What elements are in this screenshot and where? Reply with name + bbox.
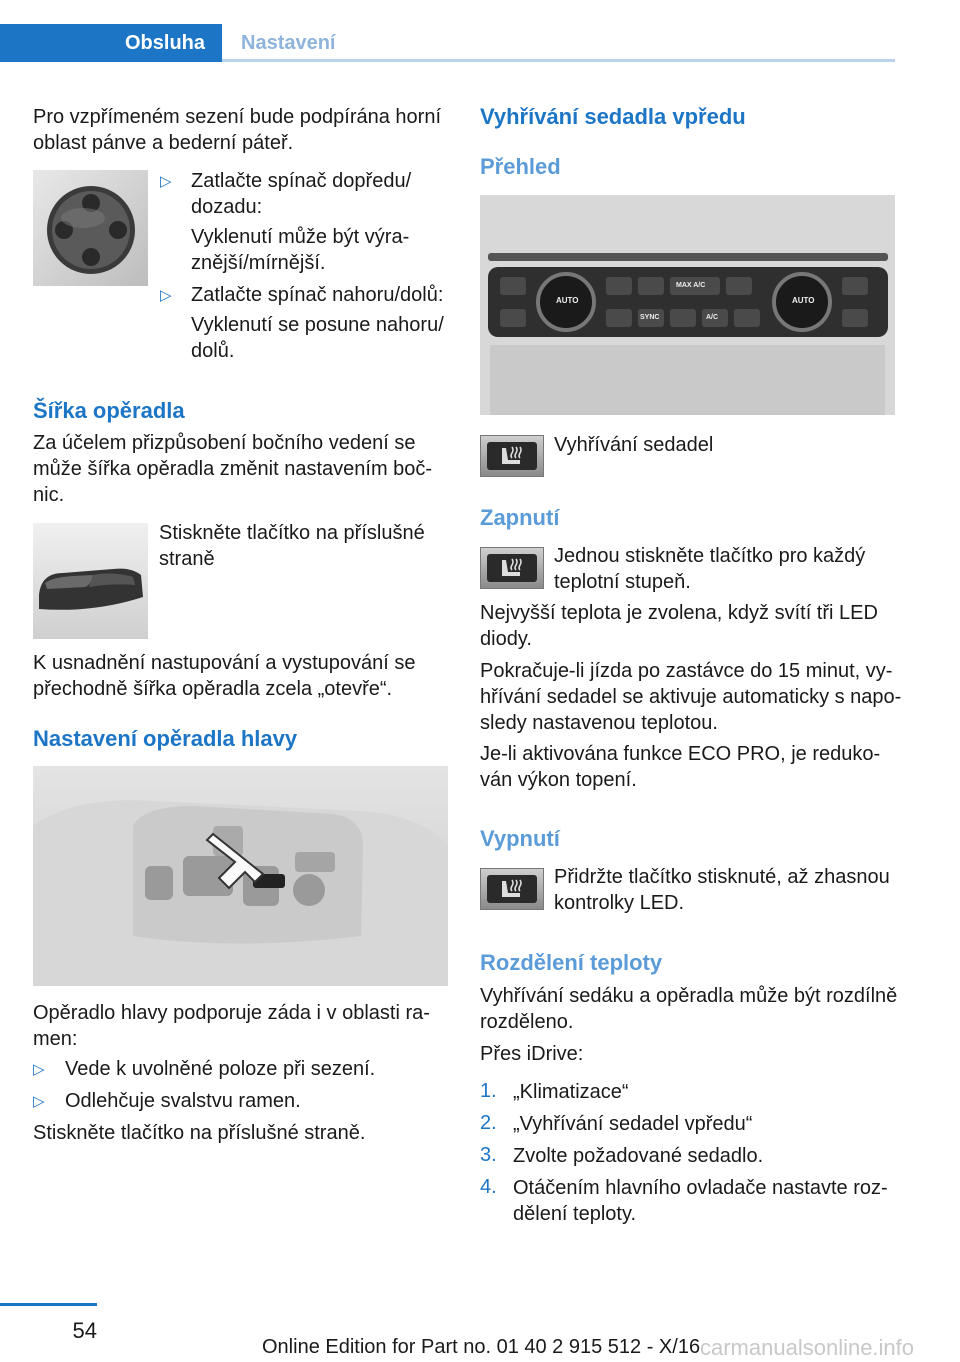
switch-item-1-sub-1: Vyklenutí může být výra- (191, 226, 410, 248)
seat-controls-icon (33, 766, 448, 986)
entry-text-1: K usnadnění nastupování a vystupování se (33, 652, 416, 674)
step-2-text: „Vyhřívání sedadel vpředu“ (513, 1113, 753, 1135)
seat-heating-icon (480, 435, 544, 477)
on-p1-2: diody. (480, 628, 532, 650)
head-text-2: men: (33, 1028, 78, 1050)
width-instr-2: straně (159, 548, 215, 570)
switch-item-2-sub-2: dolů. (191, 340, 235, 362)
split-text-1: Vyhřívání sedáku a opěradla může být rozdílně (480, 985, 898, 1007)
watermark: carmanualsonline.info (700, 1335, 915, 1360)
lumbar-switch-image (33, 170, 148, 286)
width-button-icon (33, 523, 148, 639)
on-heading: Zapnutí (480, 505, 560, 530)
head-text-1: Opěradlo hlavy podporuje záda i v oblasti ra- (33, 1002, 430, 1024)
width-text-1: Za účelem přizpůsobení bočního vedení se (33, 432, 416, 454)
climate-panel-image (480, 195, 895, 415)
on-instr-2: teplotní stupeň. (554, 571, 691, 593)
panel-sync: SYNC (640, 314, 660, 321)
triangle-right-icon: ▷ (33, 1061, 45, 1078)
switch-item-1-line-2: dozadu: (191, 196, 263, 218)
seat-heating-icon (480, 868, 544, 910)
header-tabs (0, 0, 895, 62)
triangle-right-icon: ▷ (160, 173, 172, 190)
climate-panel-icon (480, 195, 895, 415)
triangle-right-icon: ▷ (160, 287, 172, 304)
width-text-3: nic. (33, 484, 65, 506)
on-p3-1: Je-li aktivována funkce ECO PRO, je reduko- (480, 743, 881, 765)
entry-text-2: přechodně šířka opěradla zcela „otevře“. (33, 678, 393, 700)
tab-obsluha[interactable]: Obsluha (0, 24, 222, 62)
switch-item-2-sub-1: Vyklenutí se posune nahoru/ (191, 314, 444, 336)
lumbar-switch-icon (33, 170, 148, 286)
head-bullet-2: Odlehčuje svalstvu ramen. (65, 1090, 301, 1112)
intro-line-2: oblast pánve a bederní páteř. (33, 132, 294, 154)
on-p3-2: ván výkon topení. (480, 769, 637, 791)
off-instr-2: kontrolky LED. (554, 892, 685, 914)
step-1-text: „Klimatizace“ (513, 1081, 629, 1103)
switch-item-1-sub-2: znější/mírnější. (191, 252, 326, 274)
triangle-right-icon: ▷ (33, 1093, 45, 1110)
head-heading: Nastavení opěradla hlavy (33, 726, 298, 751)
step-number: 4. (480, 1176, 497, 1198)
seat-heating-icon (480, 547, 544, 589)
page-number: 54 (72, 1318, 97, 1343)
step-number: 1. (480, 1080, 497, 1102)
split-text-2: rozděleno. (480, 1011, 574, 1033)
width-heading: Šířka opěradla (33, 398, 185, 423)
panel-max-ac: MAX A/C (676, 282, 706, 289)
seat-controls-image (33, 766, 448, 986)
step-4-text-1: Otáčením hlavního ovladače nastavte roz- (513, 1177, 888, 1199)
width-text-2: může šířka opěradla změnit nastavením boč- (33, 458, 433, 480)
width-button-image (33, 523, 148, 639)
head-instr: Stiskněte tlačítko na příslušné straně. (33, 1122, 366, 1144)
width-instr-1: Stiskněte tlačítko na příslušné (159, 522, 425, 544)
heat-label: Vyhřívání sedadel (554, 434, 714, 456)
tab-divider (222, 59, 895, 62)
on-p2-1: Pokračuje-li jízda po zastávce do 15 minut, vy- (480, 660, 893, 682)
split-heading: Rozdělení teploty (480, 950, 663, 975)
idrive-text: Přes iDrive: (480, 1043, 584, 1065)
on-p2-3: sledy nastavenou teplotou. (480, 712, 718, 734)
step-number: 3. (480, 1144, 497, 1166)
step-number: 2. (480, 1112, 497, 1134)
step-3-text: Zvolte požadované sedadlo. (513, 1145, 764, 1167)
panel-auto-left: AUTO (556, 296, 579, 305)
off-instr-1: Přidržte tlačítko stisknuté, až zhasnou (554, 866, 890, 888)
panel-auto-right: AUTO (792, 296, 815, 305)
switch-item-1-line-1: Zatlačte spínač dopředu/ (191, 170, 412, 192)
off-heading: Vypnutí (480, 826, 560, 851)
tab-nastaveni[interactable]: Nastavení (241, 31, 336, 54)
overview-heading: Přehled (480, 154, 561, 179)
head-bullet-1: Vede k uvolněné poloze při sezení. (65, 1058, 376, 1080)
panel-ac: A/C (706, 314, 719, 321)
on-p1-1: Nejvyšší teplota je zvolena, když svítí tři LED (480, 602, 878, 624)
switch-item-2-line-1: Zatlačte spínač nahoru/dolů: (191, 284, 444, 306)
footer-rule (0, 1303, 97, 1306)
step-4-text-2: dělení teploty. (513, 1203, 637, 1225)
seat-heating-heading: Vyhřívání sedadla vpředu (480, 104, 746, 129)
intro-line-1: Pro vzpřímeném sezení bude podpírána horní (33, 106, 442, 128)
on-instr-1: Jednou stiskněte tlačítko pro každý (554, 545, 866, 567)
edition-text: Online Edition for Part no. 01 40 2 915 512 - X/16 (262, 1336, 701, 1358)
on-p2-2: hřívání sedadel se aktivuje automaticky s napo- (480, 686, 902, 708)
